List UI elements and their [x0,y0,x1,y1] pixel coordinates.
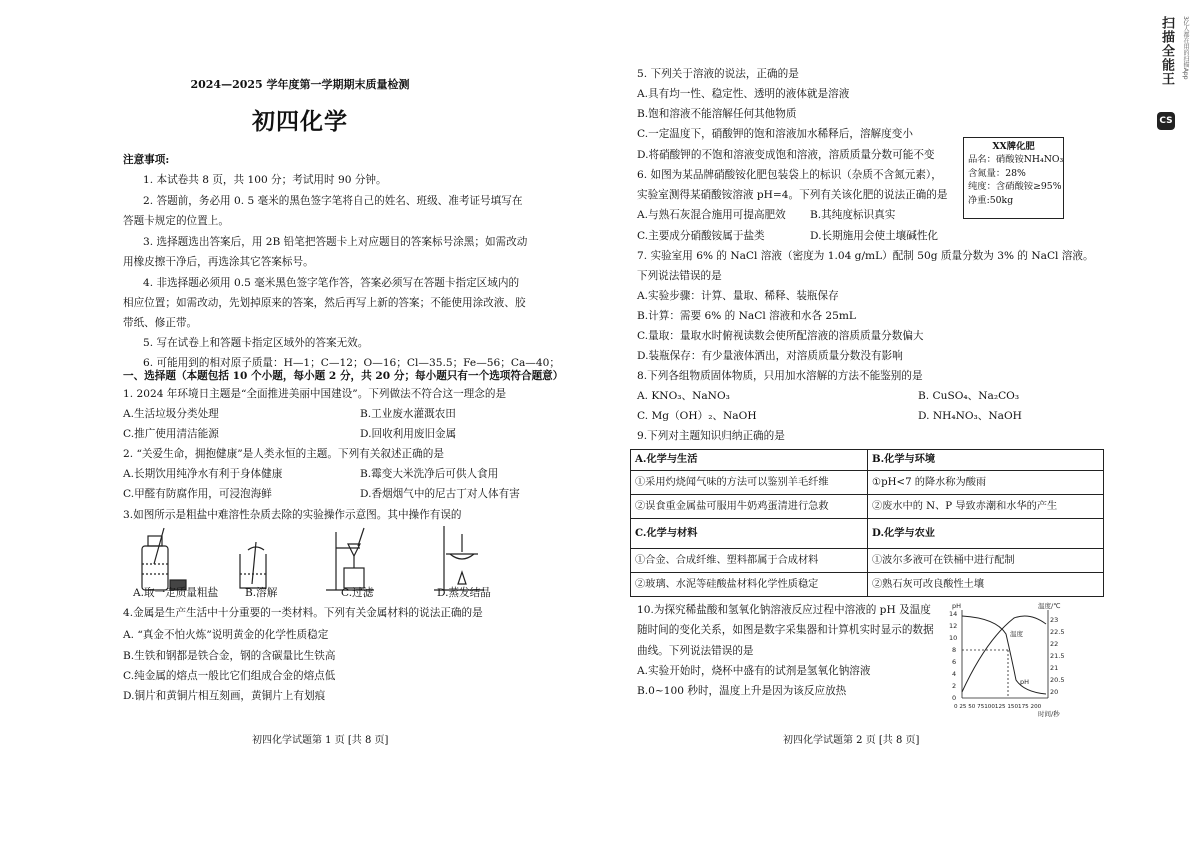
graph-curve-label-ph: pH [1020,678,1030,686]
q3-option-b: B.溶解 [245,587,278,599]
q6-option-a: A.与熟石灰混合施用可提高肥效 [637,209,786,221]
graph-tick: 0 [952,694,957,702]
question-2: 2. “关爱生命，拥抱健康”是人类永恒的主题。下列有关叙述正确的是 [123,448,444,460]
table-cell: ①采用灼烧闻气味的方法可以鉴别羊毛纤维 [631,471,868,495]
graph-tick: 20 [1050,688,1059,696]
q8-option-d: D. NH₄NO₃、NaOH [918,410,1022,422]
q3-option-c: C.过滤 [341,587,374,599]
q8-option-b: B. CuSO₄、Na₂CO₃ [918,390,1020,402]
q5-option-b: B.饱和溶液不能溶解任何其他物质 [637,108,797,120]
note-line: 答题卡规定的位置上。 [123,215,229,227]
graph-tick: 6 [952,658,957,666]
table-cell: B.化学与环境 [868,450,1104,471]
graph-curve-label-temp: 温度 [1010,630,1023,638]
q7-option-b: B.计算：需要 6% 的 NaCl 溶液和水各 25mL [637,310,856,322]
notes-title: 注意事项: [123,154,170,166]
question-6-line-2: 实验室测得某硝酸铵溶液 pH=4。下列有关该化肥的说法正确的是 [637,189,948,201]
q4-option-a: A. “真金不怕火炼”说明黄金的化学性质稳定 [123,629,329,641]
question-9: 9.下列对主题知识归纳正确的是 [637,430,785,442]
fertilizer-label-title: XX牌化肥 [992,141,1035,152]
question-1: 1. 2024 年环境日主题是“全面推进美丽中国建设”。下列做法不符合这一理念的是 [123,388,507,400]
q6-option-c: C.主要成分硝酸铵属于盐类 [637,230,765,242]
q1-option-c: C.推广使用清洁能源 [123,428,219,440]
table-row [631,495,1104,519]
table-cell: ②废水中的 N、P 导致赤潮和水华的产生 [868,495,1104,519]
graph-x-ticks: 0 25 50 75100125 150175 200 [954,704,1042,710]
table-row [631,450,1104,471]
q5-option-a: A.具有均一性、稳定性、透明的液体就是溶液 [637,88,850,100]
graph-tick: 21.5 [1050,652,1065,660]
question-4: 4.金属是生产生活中十分重要的一类材料。下列有关金属材料的说法正确的是 [123,607,483,619]
fertilizer-label-purity: 纯度：含硝酸铵≥95% [968,181,1062,193]
note-line: 1. 本试卷共 8 页，共 100 分；考试用时 90 分钟。 [143,174,387,186]
page-footer: 初四化学试题第 2 页 [共 8 页] [783,735,920,746]
question-8: 8.下列各组物质固体物质，只用加水溶解的方法不能鉴别的是 [637,370,923,382]
graph-tick: 22 [1050,640,1059,648]
graph-y-left-label: pH [952,602,962,610]
table-cell: ①波尔多液可在铁桶中进行配制 [868,549,1104,573]
scanner-app-watermark [1157,16,1191,126]
note-line: 用橡皮擦干净后，再选涂其它答案标号。 [123,256,314,268]
q8-option-c: C. Mg（OH）₂、NaOH [637,410,757,422]
graph-tick: 8 [952,646,957,654]
q3-option-a: A.取一定质量粗盐 [133,587,219,599]
note-line: 6. 可能用到的相对原子质量：H—1；C—12；O—16；Cl—35.5；Fe—56；Ca—40； [143,357,560,369]
question-7-line-1: 7. 实验室用 6% 的 NaCl 溶液（密度为 1.04 g/mL）配制 50g 质量分数为 3% 的 NaCl 溶液。 [637,250,1094,262]
q4-option-d: D.铜片和黄铜片相互刻画，黄铜片上有划痕 [123,690,326,702]
graph-y-right-label: 温度/℃ [1038,602,1061,610]
question-10-line-1: 10.为探究稀盐酸和氢氧化钠溶液反应过程中溶液的 pH 及温度 [637,604,931,616]
table-cell: C.化学与材料 [631,519,868,549]
graph-tick: 2 [952,682,957,690]
question-10-line-2: 随时间的变化关系，如图是数字采集器和计算机实时显示的数据 [637,624,934,636]
table-cell: ①合金、合成纤维、塑料都属于合成材料 [631,549,868,573]
beaker-icon [240,542,266,588]
q2-option-b: B.霉变大米洗净后可供人食用 [360,468,499,480]
cs-logo-icon: CS [1157,112,1175,130]
q1-option-b: B.工业废水灌溉农田 [360,408,456,420]
section-1-heading: 一、选择题（本题包括 10 个小题，每小题 2 分，共 20 分；每小题只有一个选项符合题意） [123,370,564,382]
table-cell: D.化学与农业 [868,519,1104,549]
table-cell: A.化学与生活 [631,450,868,471]
q7-option-c: C.量取：量取水时俯视读数会使所配溶液的溶质质量分数偏大 [637,330,924,342]
note-line: 2. 答题前，务必用 0. 5 毫米的黑色签字笔将自己的姓名、班级、准考证号填写在 [143,195,523,207]
fertilizer-label-nitrogen: 含氮量：28% [968,167,1026,179]
table-row [631,573,1104,597]
graph-tick: 20.5 [1050,676,1065,684]
q4-option-b: B.生铁和钢都是铁合金，钢的含碳量比生铁高 [123,650,336,662]
note-line: 3. 选择题选出答案后，用 2B 铅笔把答题卡上对应题目的答案标号涂黑；如需改动 [143,236,528,248]
q2-option-a: A.长期饮用纯净水有利于身体健康 [123,468,283,480]
fertilizer-label [963,137,1064,219]
question-3: 3.如图所示是粗盐中难溶性杂质去除的实验操作示意图。其中操作有误的 [123,509,462,521]
exam-header: 2024—2025 学年度第一学期期末质量检测 [190,78,410,91]
q2-option-d: D.香烟烟气中的尼古丁对人体有害 [360,488,520,500]
graph-x-label: 时间/秒 [1038,710,1060,718]
fertilizer-label-weight: 净重:50kg [968,194,1014,206]
question-5: 5. 下列关于溶液的说法，正确的是 [637,68,799,80]
table-cell: ②熟石灰可改良酸性土壤 [868,573,1104,597]
graph-tick: 22.5 [1050,628,1065,636]
q10-option-a: A.实验开始时，烧杯中盛有的试剂是氢氧化钠溶液 [637,665,871,677]
note-line: 5. 写在试卷上和答题卡指定区域外的答案无效。 [143,337,369,349]
q7-option-d: D.装瓶保存：有少量液体洒出，对溶质质量分数没有影响 [637,350,903,362]
graph-tick: 23 [1050,616,1059,624]
q4-option-c: C.纯金属的熔点一般比它们组成合金的熔点低 [123,670,336,682]
graph-tick: 14 [949,610,958,618]
table-cell: ②误食重金属盐可服用牛奶鸡蛋清进行急救 [631,495,868,519]
q5-option-c: C.一定温度下，硝酸钾的饱和溶液加水稀释后，溶解度变小 [637,128,913,140]
page-footer: 初四化学试题第 1 页 [共 8 页] [252,735,389,746]
q2-option-c: C.甲醛有防腐作用，可浸泡海鲜 [123,488,272,500]
q7-option-a: A.实验步骤：计算、量取、稀释、装瓶保存 [637,290,839,302]
q1-option-d: D.回收利用废旧金属 [360,428,457,440]
graph-tick: 4 [952,670,957,678]
reagent-bottle-icon [142,528,186,590]
table-row [631,519,1104,549]
question-10-line-3: 曲线。下列说法错误的是 [637,645,754,657]
q8-option-a: A. KNO₃、NaNO₃ [637,390,730,402]
table-row [631,471,1104,495]
fertilizer-label-name: 品名：硝酸铵NH₄NO₃ [968,154,1064,166]
table-cell: ②玻璃、水泥等硅酸盐材料化学性质稳定 [631,573,868,597]
note-line: 4. 非选择题必须用 0.5 毫米黑色签字笔作答，答案必须写在答题卡指定区域内的 [143,277,520,289]
graph-tick: 12 [949,622,958,630]
ph-temperature-graph [946,600,1070,718]
graph-tick: 10 [949,634,958,642]
table-row [631,549,1104,573]
filter-funnel-icon [326,528,374,590]
q1-option-a: A.生活垃圾分类处理 [123,408,219,420]
knowledge-table [630,449,1104,597]
q6-option-b: B.其纯度标识真实 [810,209,896,221]
note-line: 相应位置；如需改动，先划掉原来的答案，然后再写上新的答案；不能使用涂改液、胶 [123,297,526,309]
graph-tick: 21 [1050,664,1059,672]
question-6-line-1: 6. 如图为某品牌硝酸铵化肥包装袋上的标识（杂质不含氮元素）， [637,169,942,181]
evaporation-icon [434,526,484,590]
app-tagline: 3亿人都在用的扫描App [1182,16,1189,80]
q5-option-d: D.将硝酸钾的不饱和溶液变成饱和溶液，溶质质量分数可能不变 [637,149,935,161]
q6-option-d: D.长期施用会使土壤碱性化 [810,230,939,242]
table-cell: ①pH<7 的降水称为酸雨 [868,471,1104,495]
question-7-line-2: 下列说法错误的是 [637,270,722,282]
note-line: 带纸、修正带。 [123,317,198,329]
q10-option-b: B.0~100 秒时，温度上升是因为该反应放热 [637,685,847,697]
q3-option-d: D.蒸发结晶 [437,587,491,599]
exam-title: 初四化学 [252,108,348,135]
app-name: 扫描全能王 [1159,16,1174,86]
